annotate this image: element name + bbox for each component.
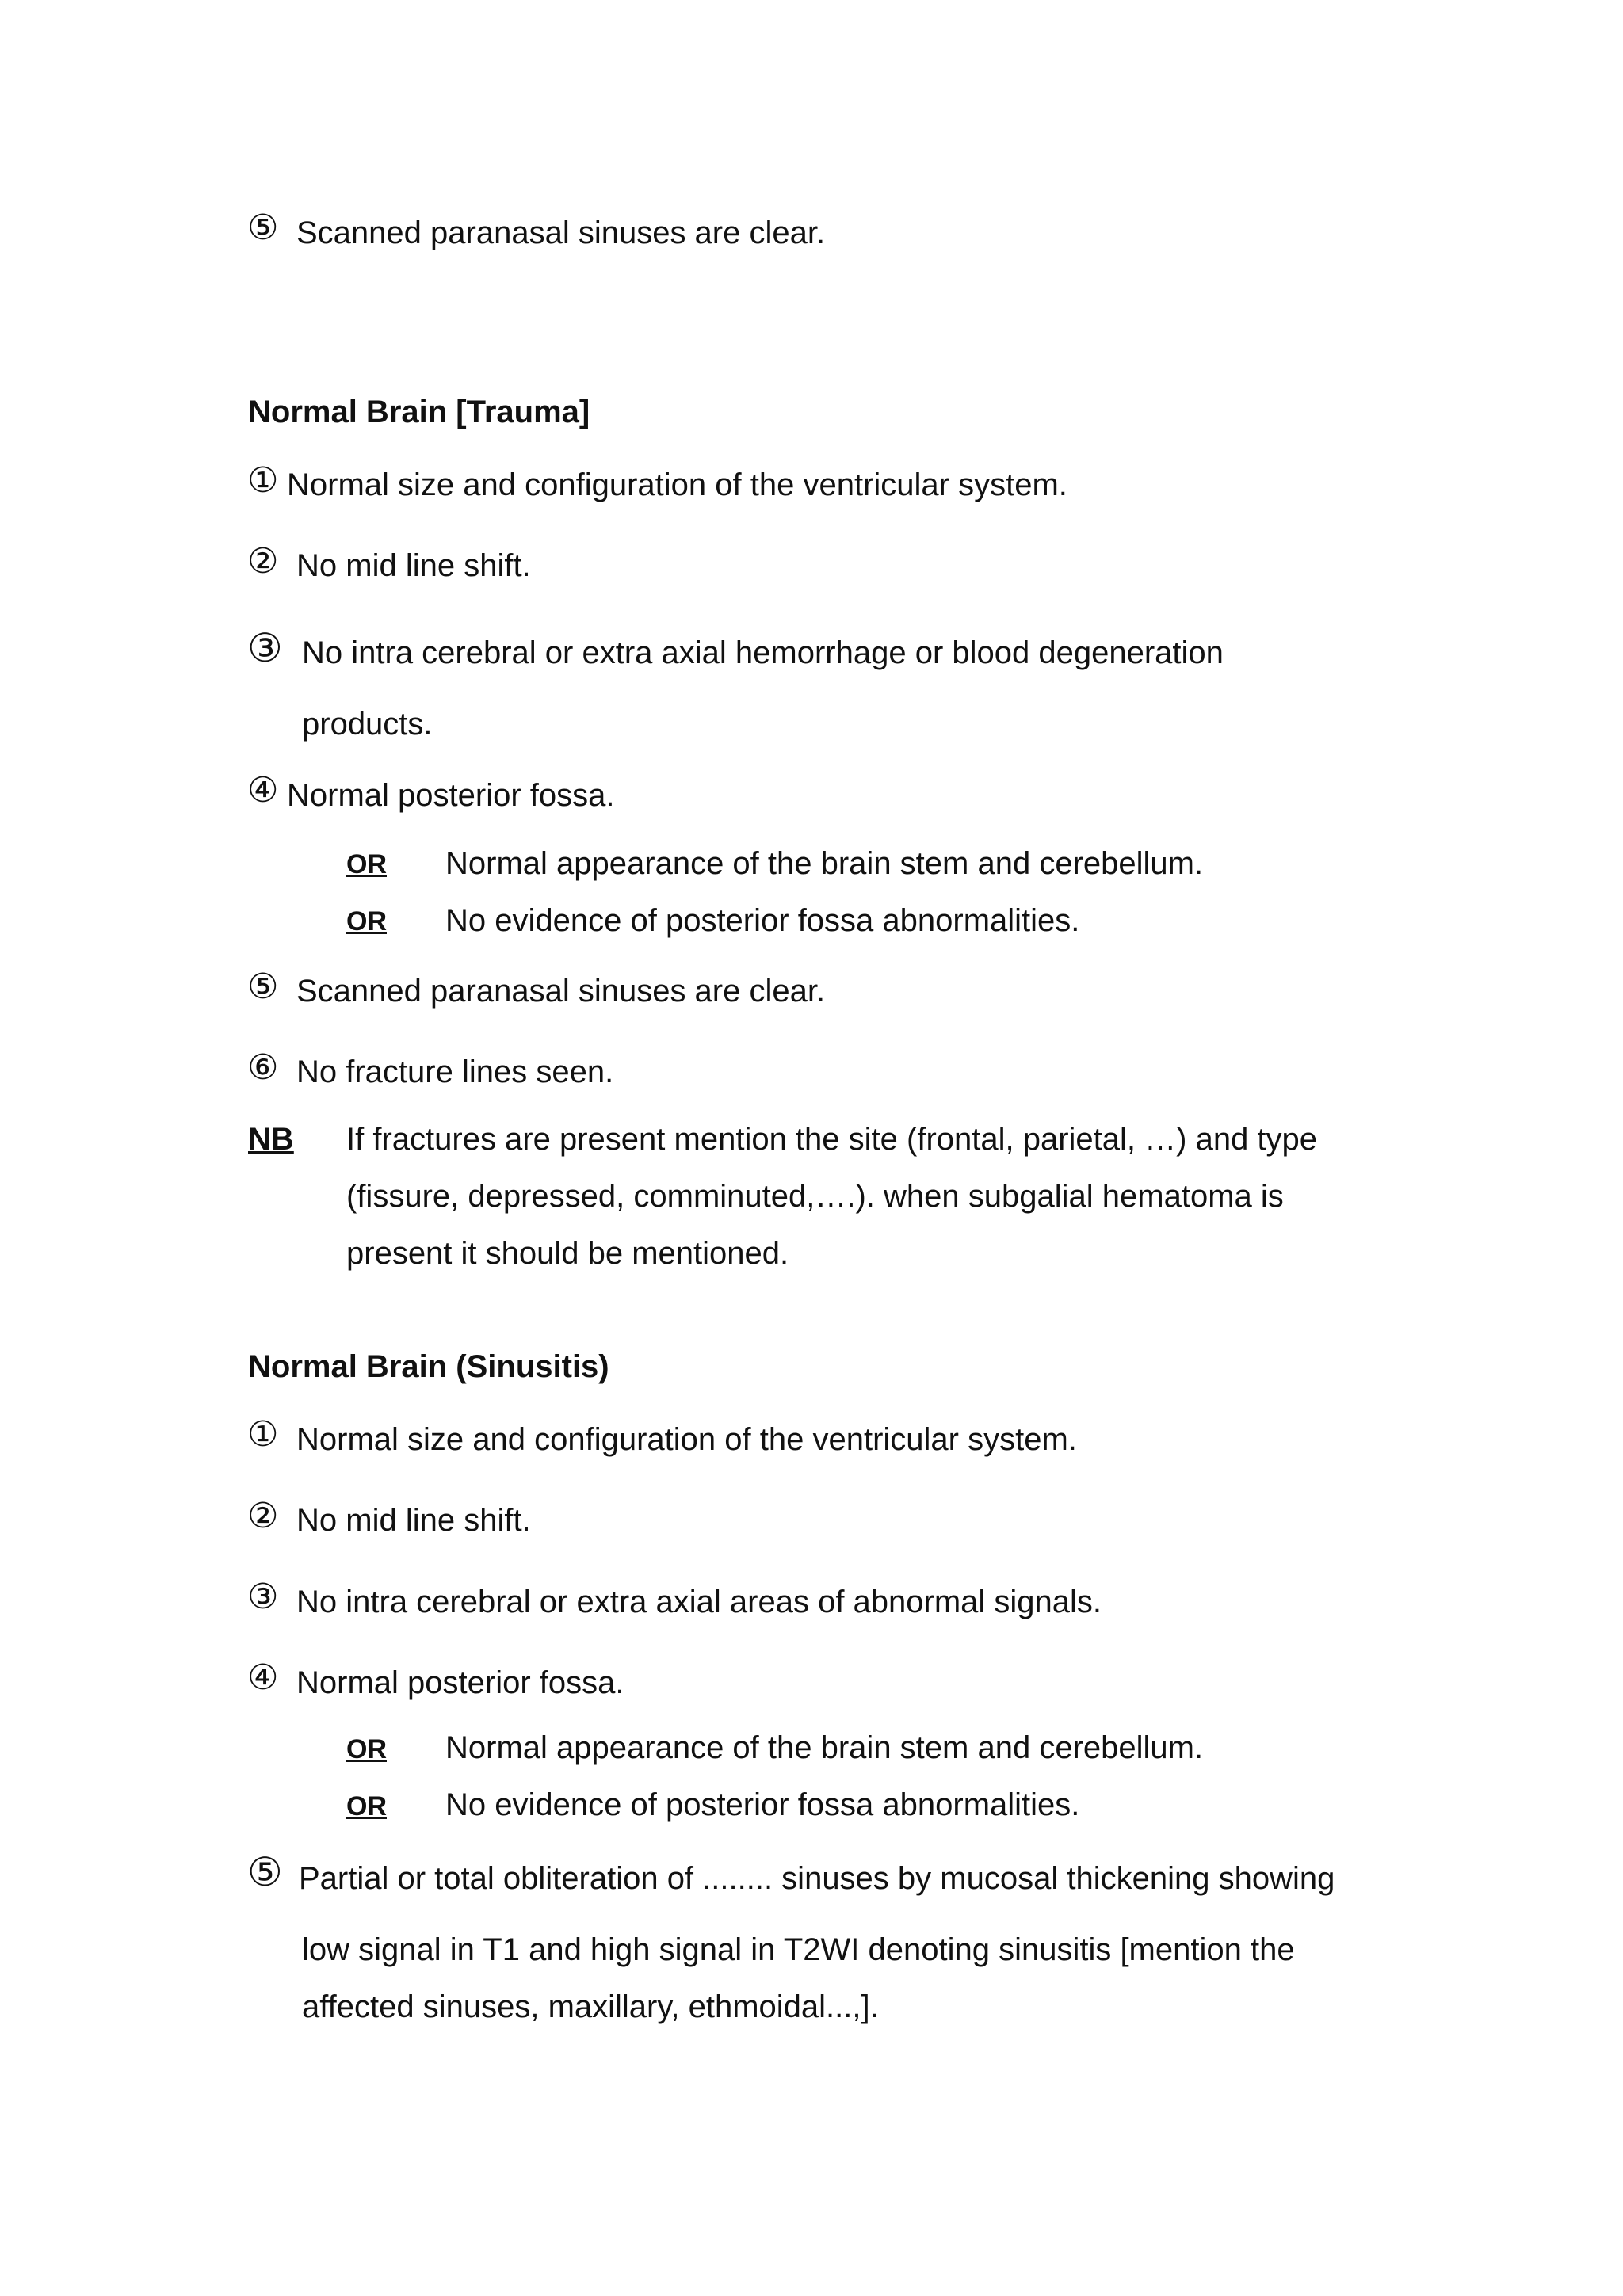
sinusitis-item-1-text: Normal size and configuration of the ventricular system. — [296, 1422, 1077, 1457]
circled-number-3: ③ — [247, 625, 283, 671]
trauma-alt-1-text: Normal appearance of the brain stem and cerebellum. — [445, 846, 1204, 881]
trauma-item-3-line1: No intra cerebral or extra axial hemorrhage or blood degeneration — [302, 635, 1224, 670]
trauma-item-4-text: Normal posterior fossa. — [287, 778, 615, 813]
sinusitis-alt-1-text: Normal appearance of the brain stem and cerebellum. — [445, 1730, 1204, 1765]
intro-item-text: Scanned paranasal sinuses are clear. — [296, 215, 826, 250]
trauma-item-3-line2: products. — [302, 707, 433, 742]
nb-label: NB — [248, 1122, 294, 1157]
or-label: OR — [346, 849, 387, 879]
circled-number-1: ① — [247, 460, 279, 501]
circled-number-1: ① — [247, 1414, 279, 1455]
trauma-item-1-text: Normal size and configuration of the ventricular system. — [287, 467, 1067, 502]
circled-number-4: ④ — [247, 1657, 279, 1698]
trauma-item-5-text: Scanned paranasal sinuses are clear. — [296, 974, 826, 1009]
trauma-item-6-text: No fracture lines seen. — [296, 1055, 614, 1089]
sinusitis-item-3-text: No intra cerebral or extra axial areas of abnormal signals. — [296, 1585, 1102, 1619]
trauma-alt-2-text: No evidence of posterior fossa abnormalities. — [445, 903, 1080, 938]
circled-number-5: ⑤ — [247, 208, 279, 248]
or-label: OR — [346, 906, 387, 936]
or-label: OR — [346, 1791, 387, 1821]
circled-number-2: ② — [247, 541, 279, 582]
section-title-sinusitis: Normal Brain (Sinusitis) — [248, 1349, 609, 1384]
nb-line-2: (fissure, depressed, comminuted,….). when subgalial hematoma is — [346, 1179, 1284, 1214]
circled-number-2: ② — [247, 1496, 279, 1536]
circled-number-4: ④ — [247, 770, 279, 810]
trauma-item-2-text: No mid line shift. — [296, 548, 531, 583]
sinusitis-item-5-line3: affected sinuses, maxillary, ethmoidal...,]. — [302, 1989, 879, 2024]
sinusitis-item-5-line1: Partial or total obliteration of ........ sinuses by mucosal thickening showing — [299, 1861, 1335, 1896]
circled-number-5: ⑤ — [247, 967, 279, 1007]
nb-line-1: If fractures are present mention the site (frontal, parietal, …) and type — [346, 1122, 1318, 1157]
sinusitis-alt-2-text: No evidence of posterior fossa abnormalities. — [445, 1787, 1080, 1822]
sinusitis-item-5-line2: low signal in T1 and high signal in T2WI denoting sinusitis [mention the — [302, 1932, 1295, 1967]
circled-number-3: ③ — [247, 1577, 279, 1617]
nb-line-3: present it should be mentioned. — [346, 1236, 789, 1271]
or-label: OR — [346, 1734, 387, 1764]
sinusitis-item-2-text: No mid line shift. — [296, 1503, 531, 1538]
sinusitis-item-4-text: Normal posterior fossa. — [296, 1665, 624, 1700]
circled-number-6: ⑥ — [247, 1047, 279, 1088]
section-title-trauma: Normal Brain [Trauma] — [248, 395, 590, 429]
circled-number-5: ⑤ — [247, 1849, 283, 1895]
